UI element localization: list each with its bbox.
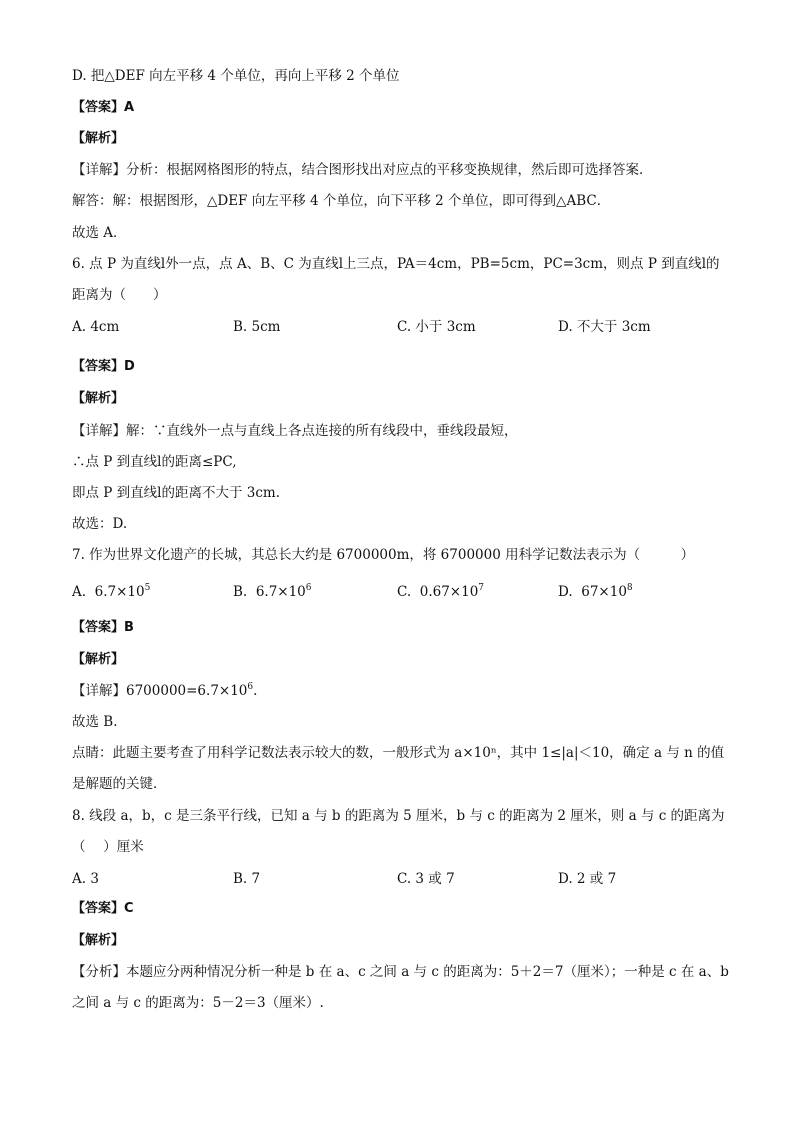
q7-detail-suffix: .	[253, 683, 258, 699]
q5-detail: 【详解】分析：根据网格图形的特点，结合图形找出对应点的平移变换规律，然后即可选择答案．	[72, 162, 653, 178]
q5-choice: 故选 A．	[72, 225, 127, 241]
q8-detail-line-1: 【分析】本题应分两种情况分析一种是 b 在 a、c 之间 a 与 c 的距离为：5＋2＝7（厘米）；一种是 c 在 a、b	[72, 964, 729, 980]
q6-option-d: D. 不大于 3cm	[558, 319, 651, 335]
q6-choice: 故选：D.	[72, 516, 128, 532]
q6-option-b: B. 5cm	[233, 319, 281, 335]
q7-option-a-label: A.	[72, 584, 87, 600]
q6-analysis-heading: 【解析】	[72, 391, 125, 406]
q6-option-c: C. 小于 3cm	[397, 319, 476, 335]
q8-stem-line-1: 8. 线段 a，b，c 是三条平行线，已知 a 与 b 的距离为 5 厘米，b 与 c 的距离为 2 厘米，则 a 与 c 的距离为	[72, 808, 725, 824]
q7-detail	[72, 682, 257, 700]
q7-stem: 7. 作为世界文化遗产的长城，其总长大约是 6700000m，将 6700000 用科学记数法表示为（ ）	[72, 547, 695, 563]
q6-stem-line-1: 6. 点 P 为直线l外一点，点 A、B、C 为直线l上三点，PA＝4cm，PB=5cm，PC=3cm，则点 P 到直线l的	[72, 256, 720, 272]
q7-option-a-exponent: 5	[144, 583, 151, 593]
q6-option-a: A. 4cm	[72, 319, 120, 335]
q7-option-c-label: C.	[397, 584, 412, 600]
q7-option-c-base: 0.67×10	[419, 584, 479, 600]
q5-analysis-heading: 【解析】	[72, 131, 125, 146]
q7-option-d-exponent: 8	[626, 583, 633, 593]
q7-option-d-base: 67×10	[581, 584, 627, 600]
q6-detail-line-1: 【详解】解：∵直线外一点与直线上各点连接的所有线段中，垂线段最短，	[72, 423, 518, 439]
q8-option-b: B. 7	[233, 871, 261, 887]
q5-solution: 解答：解：根据图形，△DEF 向左平移 4 个单位，向下平移 2 个单位，即可得到△ABC．	[72, 193, 611, 209]
q8-analysis-heading: 【解析】	[72, 933, 125, 948]
q7-detail-text: 【详解】6700000=6.7×10	[72, 683, 248, 699]
q7-option-b	[233, 583, 312, 601]
q7-option-a	[72, 583, 150, 601]
q7-option-b-base: 6.7×10	[255, 584, 306, 600]
q6-stem-line-2: 距离为（ ）	[72, 287, 167, 303]
q8-answer: 【答案】C	[72, 901, 134, 916]
q7-note-line-2: 是解题的关键．	[72, 776, 167, 792]
q6-detail-line-3: 即点 P 到直线l的距离不大于 3cm.	[72, 485, 281, 501]
q5-option-d: D. 把△DEF 向左平移 4 个单位，再向上平移 2 个单位	[72, 68, 400, 84]
q8-option-a: A. 3	[72, 871, 99, 887]
q7-analysis-heading: 【解析】	[72, 652, 125, 667]
q7-option-b-exponent: 6	[305, 583, 312, 593]
q7-choice: 故选 B.	[72, 714, 118, 730]
q7-option-d	[558, 583, 633, 601]
q7-note-line-1: 点睛：此题主要考查了用科学记数法表示较大的数，一般形式为 a×10ⁿ，其中 1≤|a|＜10，确定 a 与 n 的值	[72, 745, 725, 761]
q7-detail-exponent: 6	[247, 682, 254, 692]
q6-detail-line-2: ∴点 P 到直线l的距离≤PC,	[72, 454, 237, 470]
q5-answer: 【答案】A	[72, 100, 135, 115]
q7-answer: 【答案】B	[72, 620, 134, 635]
q7-option-b-label: B.	[233, 584, 248, 600]
q8-detail-line-2: 之间 a 与 c 的距离为：5－2＝3（厘米）.	[72, 995, 324, 1011]
q7-option-c	[397, 583, 484, 601]
q7-option-a-base: 6.7×10	[94, 584, 145, 600]
q8-option-d: D. 2 或 7	[558, 871, 617, 887]
q8-option-c: C. 3 或 7	[397, 871, 455, 887]
q8-stem-line-2: （ ）厘米	[72, 839, 144, 855]
q7-option-d-label: D.	[558, 584, 573, 600]
q7-option-c-exponent: 7	[478, 583, 485, 593]
q6-answer: 【答案】D	[72, 359, 135, 374]
